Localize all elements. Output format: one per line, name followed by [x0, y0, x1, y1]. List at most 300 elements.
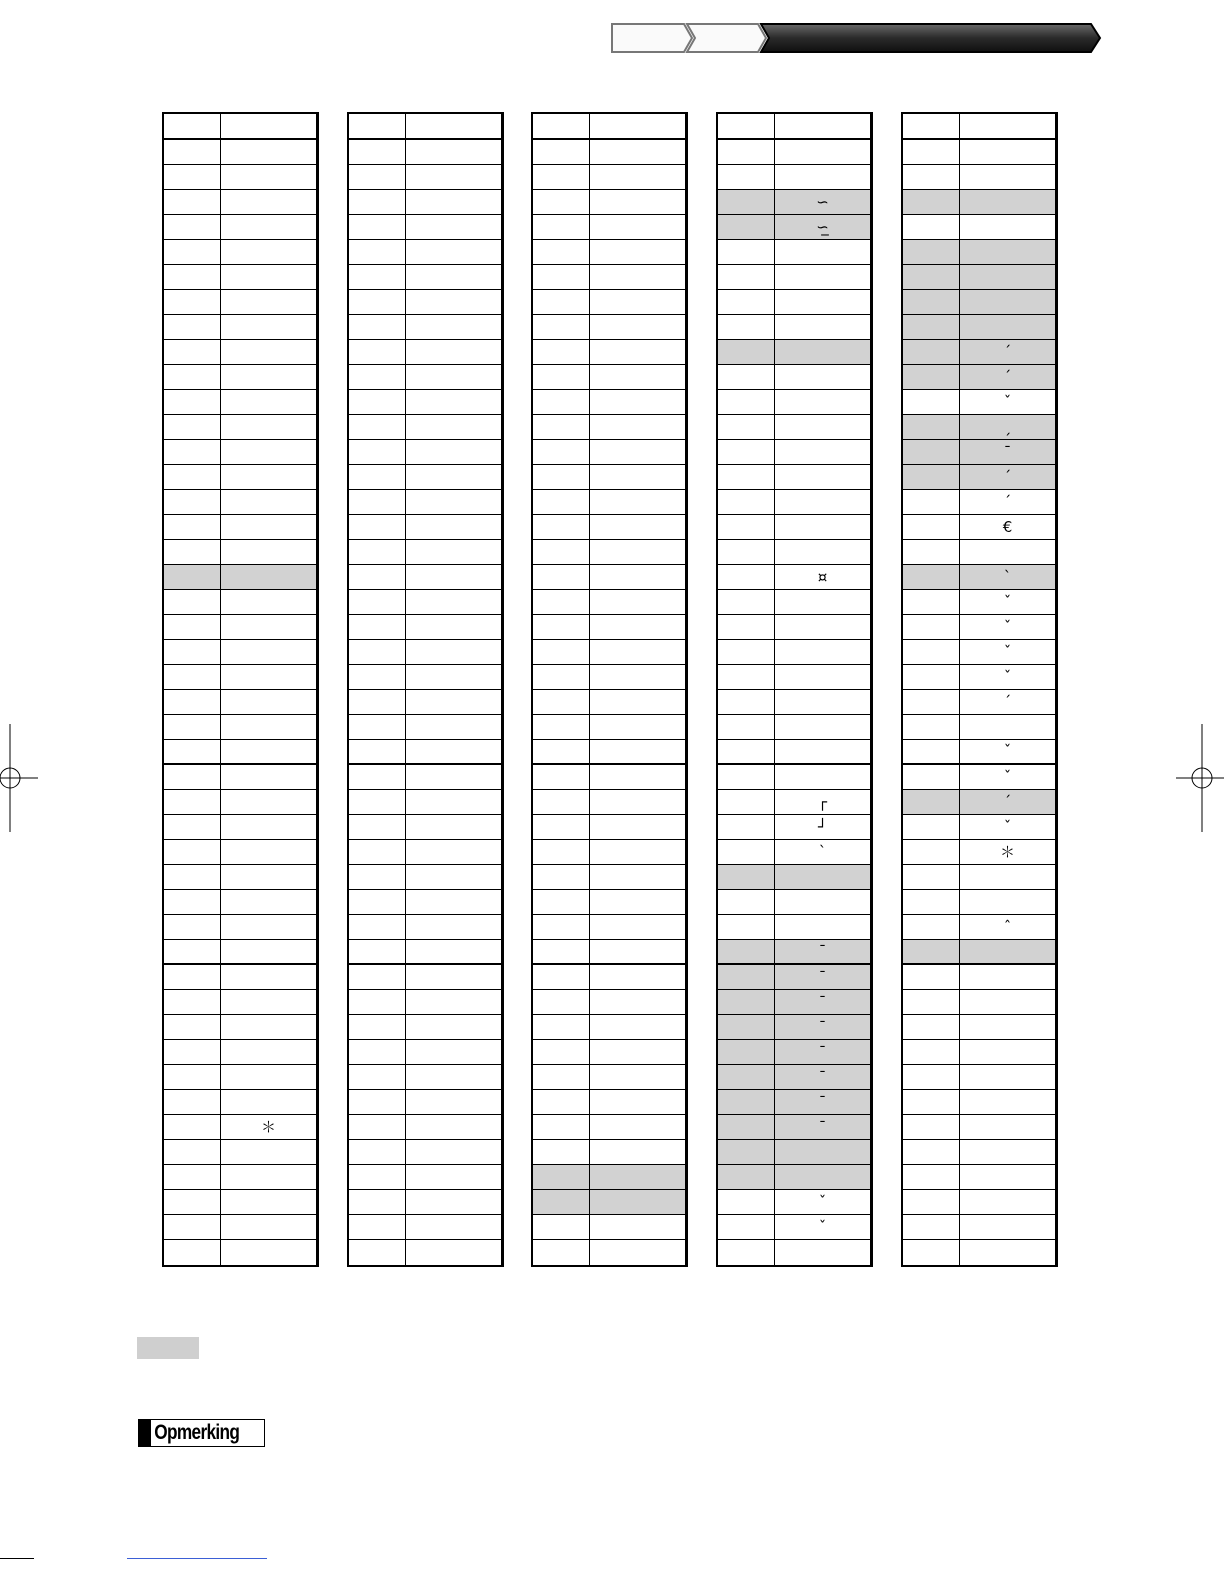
code-cell [903, 465, 960, 489]
char-cell [221, 290, 316, 314]
code-cell [903, 965, 960, 989]
code-cell [903, 1240, 960, 1265]
code-cell [903, 790, 960, 814]
char-cell [775, 690, 870, 714]
char-cell [406, 615, 501, 639]
code-cell [164, 415, 221, 439]
code-cell [164, 190, 221, 214]
code-cell [903, 540, 960, 564]
char-cell [775, 340, 870, 364]
char-cell [590, 690, 685, 714]
code-cell [533, 365, 590, 389]
table-row [533, 890, 685, 915]
code-cell [349, 890, 406, 914]
table-row [349, 515, 501, 540]
table-row [533, 1165, 685, 1190]
char-cell [775, 440, 870, 464]
table-row [903, 315, 1055, 340]
char-cell [406, 315, 501, 339]
code-cell [718, 1190, 775, 1214]
char-cell [590, 640, 685, 664]
code-header-cell [164, 114, 221, 138]
code-cell [349, 615, 406, 639]
table-row [349, 1115, 501, 1140]
code-cell [718, 565, 775, 589]
char-cell [960, 215, 1055, 239]
code-cell [903, 990, 960, 1014]
char-cell [775, 390, 870, 414]
char-cell [960, 1190, 1055, 1214]
table-row [718, 965, 870, 990]
table-row [533, 340, 685, 365]
char-cell: ¯ [818, 1117, 827, 1136]
code-cell [718, 1040, 775, 1064]
code-cell [718, 215, 775, 239]
code-cell [533, 1115, 590, 1139]
code-cell [349, 1190, 406, 1214]
char-cell [960, 1115, 1055, 1139]
char-cell [775, 665, 870, 689]
table-row [533, 1015, 685, 1040]
char-cell [590, 540, 685, 564]
table-row [533, 865, 685, 890]
table-row [718, 1190, 870, 1215]
char-cell [406, 715, 501, 739]
code-cell [349, 840, 406, 864]
code-cell [164, 490, 221, 514]
table-row [533, 240, 685, 265]
table-row [349, 815, 501, 840]
code-cell [903, 1215, 960, 1239]
code-cell [349, 690, 406, 714]
char-cell: ˇ [1003, 817, 1012, 836]
char-cell: € [1002, 517, 1013, 536]
code-cell [903, 915, 960, 939]
table-row [718, 340, 870, 365]
table-row [718, 765, 870, 790]
char-cell [590, 315, 685, 339]
code-cell [533, 565, 590, 589]
table-row [349, 965, 501, 990]
table-row [718, 190, 870, 215]
char-cell: ˊ [1003, 692, 1012, 711]
code-cell [349, 340, 406, 364]
code-cell [349, 665, 406, 689]
code-table-4 [716, 112, 873, 1267]
code-cell [164, 1065, 221, 1089]
code-cell [164, 890, 221, 914]
table-row [533, 615, 685, 640]
code-cell [349, 990, 406, 1014]
code-cell [903, 1165, 960, 1189]
code-cell [533, 1065, 590, 1089]
code-cell [533, 515, 590, 539]
char-cell [406, 865, 501, 889]
table-row [903, 490, 1055, 515]
char-cell [960, 865, 1055, 889]
table-row [718, 140, 870, 165]
table-row [164, 840, 316, 865]
code-cell [903, 940, 960, 963]
code-header-cell [533, 114, 590, 138]
code-cell [903, 890, 960, 914]
code-cell [903, 865, 960, 889]
char-cell [775, 490, 870, 514]
code-cell [164, 515, 221, 539]
table-row [349, 190, 501, 215]
code-cell [903, 1065, 960, 1089]
code-cell [164, 315, 221, 339]
code-cell [164, 765, 221, 789]
char-cell [406, 215, 501, 239]
shaded-legend-swatch [137, 1337, 199, 1359]
char-cell [775, 465, 870, 489]
table-row [533, 1190, 685, 1215]
table-row [718, 1040, 870, 1065]
char-cell [221, 940, 316, 963]
char-cell [960, 190, 1055, 214]
table-row [903, 190, 1055, 215]
char-cell [221, 415, 316, 439]
code-cell [903, 840, 960, 864]
table-row [349, 365, 501, 390]
table-header-row [903, 114, 1055, 140]
char-cell [775, 315, 870, 339]
table-row [533, 990, 685, 1015]
table-row [903, 290, 1055, 315]
code-cell [533, 1015, 590, 1039]
char-header-cell [406, 114, 501, 138]
char-cell [406, 140, 501, 164]
table-row [533, 715, 685, 740]
char-cell [960, 315, 1055, 339]
table-row [349, 1215, 501, 1240]
char-cell [406, 740, 501, 763]
table-row [903, 690, 1055, 715]
table-row [164, 365, 316, 390]
table-row [533, 515, 685, 540]
char-cell [406, 265, 501, 289]
table-row [349, 1240, 501, 1265]
char-cell [590, 1090, 685, 1114]
code-cell [533, 265, 590, 289]
code-cell [164, 265, 221, 289]
char-cell [221, 315, 316, 339]
code-cell [903, 490, 960, 514]
code-cell [718, 1015, 775, 1039]
char-cell [406, 915, 501, 939]
code-cell [164, 1190, 221, 1214]
code-cell [718, 665, 775, 689]
table-row [164, 1240, 316, 1265]
table-row [903, 1015, 1055, 1040]
code-cell [349, 540, 406, 564]
code-cell [533, 990, 590, 1014]
code-cell [718, 840, 775, 864]
char-cell [221, 865, 316, 889]
table-row [349, 140, 501, 165]
code-cell [349, 915, 406, 939]
char-cell [960, 890, 1055, 914]
char-cell: ¯ [818, 1092, 827, 1111]
code-cell [533, 165, 590, 189]
char-cell: ¤ [817, 567, 828, 586]
code-cell [349, 1140, 406, 1164]
char-cell [960, 1065, 1055, 1089]
code-cell [349, 740, 406, 763]
code-cell [164, 290, 221, 314]
table-row [164, 265, 316, 290]
table-row [349, 615, 501, 640]
char-cell [960, 290, 1055, 314]
table-row [718, 940, 870, 965]
table-row [533, 1090, 685, 1115]
char-header-cell [775, 114, 870, 138]
table-row [349, 490, 501, 515]
char-cell [960, 265, 1055, 289]
char-cell [406, 1065, 501, 1089]
code-cell [903, 340, 960, 364]
char-cell [960, 990, 1055, 1014]
table-row [164, 1165, 316, 1190]
table-row [903, 515, 1055, 540]
code-cell [533, 1140, 590, 1164]
code-cell [718, 415, 775, 439]
code-cell [164, 465, 221, 489]
char-cell [960, 715, 1055, 739]
table-row [164, 965, 316, 990]
code-cell [349, 290, 406, 314]
code-cell [903, 415, 960, 439]
table-row [718, 740, 870, 765]
char-cell [775, 740, 870, 763]
char-cell [221, 565, 316, 589]
table-row [349, 915, 501, 940]
char-cell [775, 1240, 870, 1265]
table-row [349, 690, 501, 715]
char-cell [406, 1040, 501, 1064]
char-cell [221, 1215, 316, 1239]
char-cell [775, 290, 870, 314]
table-row [903, 565, 1055, 590]
table-row [903, 340, 1055, 365]
table-row [164, 590, 316, 615]
table-row [903, 790, 1055, 815]
code-cell [718, 965, 775, 989]
char-cell [221, 715, 316, 739]
code-cell [718, 540, 775, 564]
table-row [349, 290, 501, 315]
table-row [903, 965, 1055, 990]
code-cell [718, 815, 775, 839]
code-cell [164, 440, 221, 464]
table-row [533, 365, 685, 390]
char-cell [960, 1240, 1055, 1265]
table-row [718, 715, 870, 740]
code-cell [349, 315, 406, 339]
table-row [349, 265, 501, 290]
table-row [164, 915, 316, 940]
char-cell [221, 1140, 316, 1164]
code-cell [349, 565, 406, 589]
code-cell [718, 940, 775, 963]
char-cell [775, 715, 870, 739]
code-cell [164, 1215, 221, 1239]
code-cell [533, 590, 590, 614]
table-row [903, 240, 1055, 265]
char-cell: ¯ [818, 1067, 827, 1086]
char-cell [590, 1215, 685, 1239]
table-row [349, 415, 501, 440]
char-header-cell [590, 114, 685, 138]
code-cell [718, 265, 775, 289]
code-cell [533, 1240, 590, 1265]
char-cell [590, 1190, 685, 1214]
code-cell [349, 1040, 406, 1064]
char-cell [406, 1165, 501, 1189]
code-cell [718, 1215, 775, 1239]
code-cell [533, 1190, 590, 1214]
char-cell [406, 590, 501, 614]
code-cell [533, 1165, 590, 1189]
table-row [533, 315, 685, 340]
char-cell [221, 740, 316, 763]
char-cell [221, 1240, 316, 1265]
char-cell [960, 1165, 1055, 1189]
table-row [164, 515, 316, 540]
code-cell [903, 815, 960, 839]
char-cell: ˊ [1003, 367, 1012, 386]
code-cell [718, 315, 775, 339]
char-cell [960, 1140, 1055, 1164]
char-cell [221, 1190, 316, 1214]
char-cell [590, 715, 685, 739]
table-row [533, 1040, 685, 1065]
table-row [349, 1140, 501, 1165]
code-cell [533, 290, 590, 314]
char-cell [221, 340, 316, 364]
char-cell [221, 590, 316, 614]
table-row [349, 465, 501, 490]
char-cell [590, 1015, 685, 1039]
char-cell: ┘ [817, 817, 828, 836]
table-row [164, 790, 316, 815]
table-row [164, 765, 316, 790]
code-cell [164, 1090, 221, 1114]
table-row [533, 915, 685, 940]
char-cell: ¯ [818, 942, 827, 960]
code-cell [349, 365, 406, 389]
table-row [903, 815, 1055, 840]
char-cell [221, 365, 316, 389]
table-row [903, 840, 1055, 865]
table-row [349, 440, 501, 465]
char-cell: ┌ [817, 792, 828, 811]
section-tabs-graphic [611, 22, 1103, 54]
table-row [903, 615, 1055, 640]
table-row [903, 715, 1055, 740]
code-cell [533, 1040, 590, 1064]
code-cell [903, 390, 960, 414]
table-row [903, 665, 1055, 690]
code-cell [903, 290, 960, 314]
footer-line-blue [127, 1558, 267, 1559]
table-row [164, 290, 316, 315]
code-cell [903, 240, 960, 264]
code-cell [903, 565, 960, 589]
code-cell [903, 590, 960, 614]
table-row [349, 1040, 501, 1065]
table-row [718, 915, 870, 940]
char-cell [775, 540, 870, 564]
tab-2 [687, 24, 766, 52]
char-cell [590, 740, 685, 763]
char-cell [221, 165, 316, 189]
code-cell [164, 815, 221, 839]
code-cell [164, 840, 221, 864]
table-header-row [349, 114, 501, 140]
char-cell [221, 1015, 316, 1039]
code-cell [164, 1140, 221, 1164]
table-row [718, 240, 870, 265]
char-cell [406, 1215, 501, 1239]
char-cell [406, 290, 501, 314]
char-cell [590, 465, 685, 489]
code-cell [164, 690, 221, 714]
table-row [903, 265, 1055, 290]
code-cell [349, 240, 406, 264]
code-cell [349, 1115, 406, 1139]
char-cell [221, 1090, 316, 1114]
table-row [164, 1065, 316, 1090]
char-cell [590, 515, 685, 539]
char-cell [590, 665, 685, 689]
char-cell [775, 615, 870, 639]
code-cell [533, 390, 590, 414]
table-row [718, 790, 870, 815]
char-cell [775, 140, 870, 164]
code-cell [533, 315, 590, 339]
table-row [533, 440, 685, 465]
table-row [718, 265, 870, 290]
char-cell [775, 765, 870, 789]
char-cell: ˆ [1003, 917, 1012, 936]
char-cell: ˋ [1003, 567, 1012, 586]
note-label-bar [139, 1420, 151, 1446]
table-row [718, 615, 870, 640]
table-row [349, 790, 501, 815]
table-row [164, 890, 316, 915]
code-cell [903, 315, 960, 339]
code-cell [903, 215, 960, 239]
table-row [349, 665, 501, 690]
code-cell [164, 615, 221, 639]
char-cell [960, 165, 1055, 189]
char-cell [406, 990, 501, 1014]
char-cell [960, 540, 1055, 564]
char-cell [590, 1115, 685, 1139]
char-cell: ˇ [1003, 742, 1012, 760]
table-row [349, 540, 501, 565]
table-row [718, 840, 870, 865]
table-row [903, 1065, 1055, 1090]
table-row [164, 465, 316, 490]
code-cell [718, 640, 775, 664]
code-cell [718, 715, 775, 739]
char-cell [406, 440, 501, 464]
code-cell [349, 465, 406, 489]
table-row [349, 1065, 501, 1090]
